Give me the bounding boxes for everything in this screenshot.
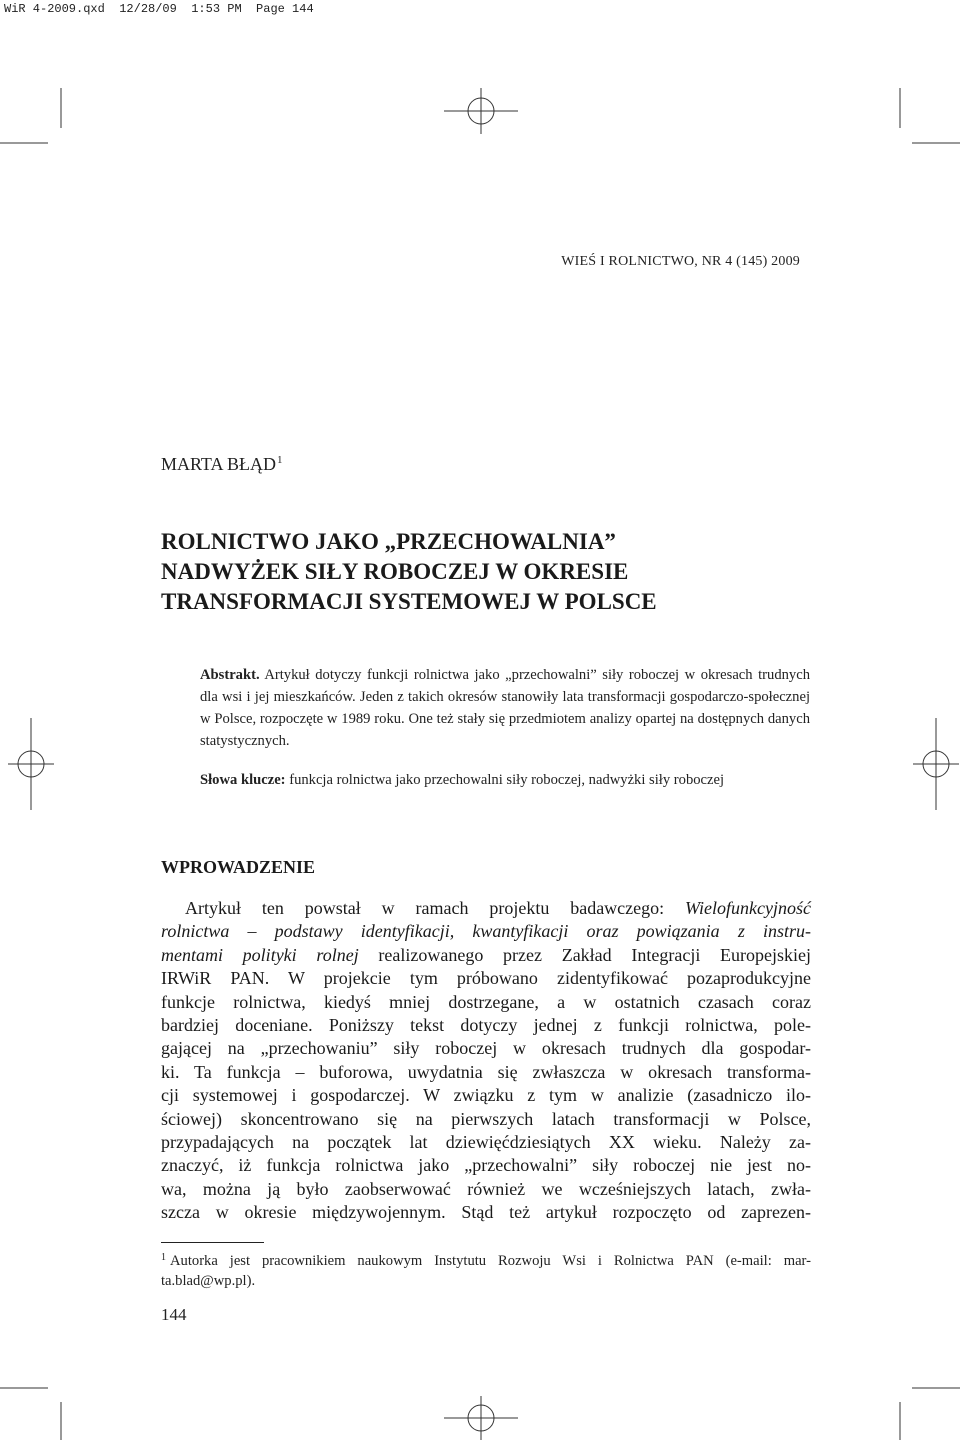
footnote-rule <box>161 1242 264 1243</box>
footnote-mark: 1 <box>161 1252 166 1263</box>
title-line: ROLNICTWO JAKO „PRZECHOWALNIA” <box>161 529 616 554</box>
body-line <box>161 897 811 920</box>
footnote-text: Autorka jest pracownikiem naukowym Instytutu Rozwoju Wsi i Rolnictwa PAN (e-mail: mar- <box>170 1253 811 1269</box>
abstract-text: Artykuł dotyczy funkcji rolnictwa jako „przechowalni” siły roboczej w okresach trudnych dla wsi i jej mieszkańców. Jeden z takich okresów stanowiły lata transformacji gospodarczo-społecznej w Polsce, rozpoczęte w 1989 roku. One też stały się przedmiotem analizy opartej na dostępnych danych statystycznych. <box>200 667 810 749</box>
author-name <box>161 454 283 475</box>
abstract-block <box>200 664 810 791</box>
body-text-run: realizowanego przez Zakład Integracji Europejskiej <box>358 944 811 965</box>
body-line: przypadających na początek lat dziewięćdziesiątych XX wieku. Należy za- <box>161 1132 811 1153</box>
body-line: znaczyć, iż funkcja rolnictwa jako „przechowalni” siły roboczej nie jest no- <box>161 1155 811 1176</box>
body-text-run: Artykuł ten powstał w ramach projektu badawczego: <box>185 898 686 918</box>
keywords-label: Słowa klucze: <box>200 772 286 788</box>
print-slug: WiR 4-2009.qxd 12/28/09 1:53 PM Page 144 <box>4 2 314 16</box>
body-line: ki. Ta funkcja – buforowa, uwydatnia się zwłaszcza w okresach transforma- <box>161 1061 811 1082</box>
body-line: szcza w okresie międzywojennym. Stąd też artykuł rozpoczęto od zaprezen- <box>161 1202 811 1223</box>
keywords-text: funkcja rolnictwa jako przechowalni siły roboczej, nadwyżki siły roboczej <box>289 772 725 788</box>
author-name-text: MARTA BŁĄD <box>161 454 276 474</box>
body-paragraph <box>161 897 811 1225</box>
footnote-line <box>161 1248 811 1271</box>
body-line: bardziej doceniane. Poniższy tekst dotyczy jednej z funkcji rolnictwa, pole- <box>161 1015 811 1036</box>
registration-mark-top <box>444 88 518 134</box>
registration-mark-right <box>913 718 959 810</box>
body-italic-run: rolnictwa – podstawy identyfikacji, kwantyfikacji oraz powiązania z instru- <box>161 921 811 942</box>
keywords-paragraph <box>200 769 810 791</box>
title-line: NADWYŻEK SIŁY ROBOCZEJ W OKRESIE <box>161 559 629 584</box>
body-line: wa, można ją było zaobserwować również we wcześniejszych latach, zwła- <box>161 1178 811 1199</box>
body-line <box>161 920 811 943</box>
article-title <box>161 527 657 617</box>
page-number: 144 <box>161 1305 187 1324</box>
body-italic-run: mentami polityki rolnej <box>161 944 359 965</box>
body-line: cji systemowej i gospodarczej. W związku z tym w analizie (zasadniczo ilo- <box>161 1085 811 1106</box>
body-line: funkcje rolnictwa, kiedyś mniej dostrzegane, a w ostatnich czasach coraz <box>161 991 811 1012</box>
body-line: gającej na „przechowaniu” siły roboczej w okresach trudnych dla gospodar- <box>161 1038 811 1059</box>
body-line: IRWiR PAN. W projekcie tym próbowano zidentyfikować pozaprodukcyjne <box>161 968 811 989</box>
abstract-label: Abstrakt. <box>200 667 260 683</box>
body-line <box>161 944 811 967</box>
running-head: WIEŚ I ROLNICTWO, NR 4 (145) 2009 <box>561 254 800 269</box>
footnote <box>161 1248 811 1291</box>
section-heading: WPROWADZENIE <box>161 857 316 877</box>
registration-mark-left <box>8 718 54 810</box>
body-italic-run: Wielofunkcyjność <box>685 898 811 918</box>
title-line: TRANSFORMACJI SYSTEMOWEJ W POLSCE <box>161 589 657 614</box>
footnote-line: ta.blad@wp.pl). <box>161 1273 256 1289</box>
body-line: ściowej) skoncentrowano się na pierwszych latach transformacji w Polsce, <box>161 1108 811 1129</box>
abstract-paragraph <box>200 664 810 752</box>
author-footnote-mark: 1 <box>277 454 283 466</box>
registration-mark-bottom <box>444 1396 518 1440</box>
